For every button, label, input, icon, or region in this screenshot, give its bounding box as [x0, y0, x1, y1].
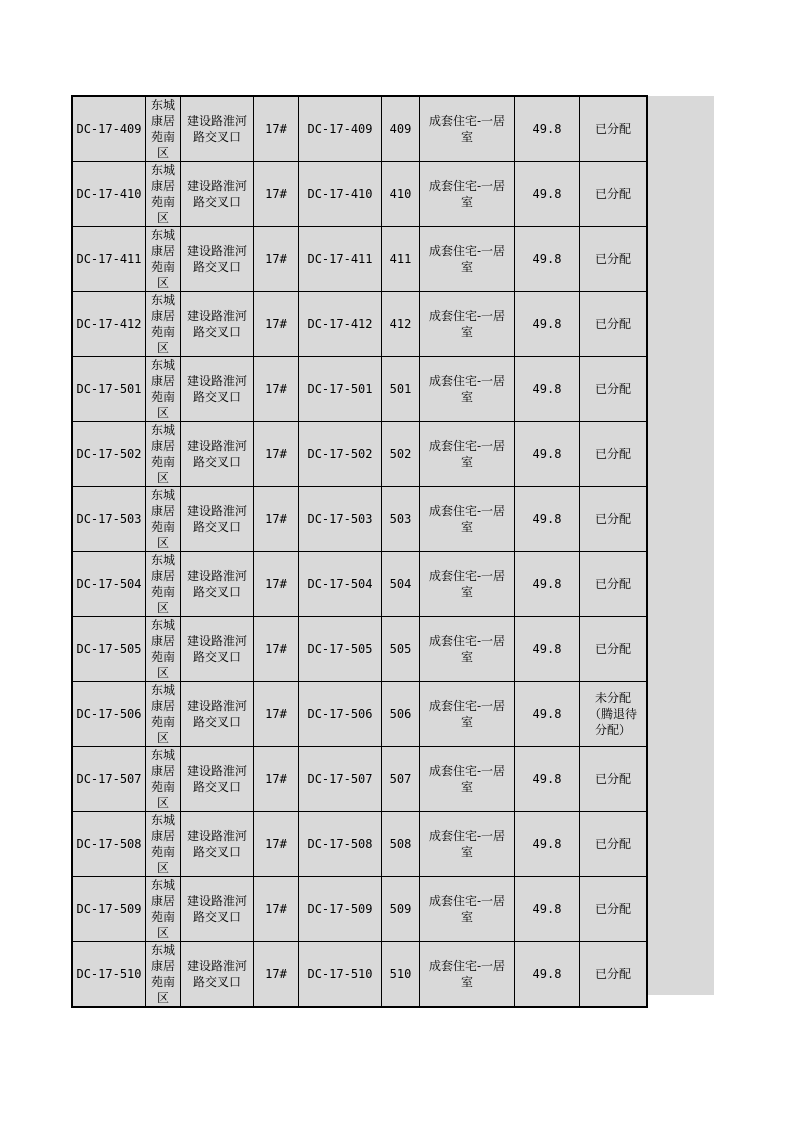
unit-code-text: DC-17-510	[307, 967, 373, 981]
allocation-status-cell	[580, 292, 648, 357]
floor-area-cell	[515, 552, 580, 617]
table-row	[72, 96, 647, 162]
allocation-status-text: 已分配	[594, 512, 631, 526]
community-name-cell	[146, 357, 181, 422]
listing-id-text: DC-17-409	[76, 122, 142, 136]
building-number-text: 17#	[265, 317, 287, 331]
listing-id-text: DC-17-510	[76, 967, 142, 981]
housing-type-cell	[420, 552, 515, 617]
allocation-status-text: 未分配（腾退待分配）	[588, 691, 637, 737]
housing-type-cell	[420, 812, 515, 877]
location-text: 建设路淮河路交叉口	[186, 504, 247, 534]
building-number-text: 17#	[265, 512, 287, 526]
floor-area-text: 49.8	[532, 382, 562, 396]
community-name-cell	[146, 617, 181, 682]
building-number-text: 17#	[265, 837, 287, 851]
community-name-cell	[146, 227, 181, 292]
room-number-cell	[382, 942, 420, 1008]
listing-id-cell	[72, 747, 146, 812]
unit-code-cell	[299, 96, 382, 162]
community-name-cell	[146, 552, 181, 617]
floor-area-cell	[515, 812, 580, 877]
location-cell	[181, 96, 254, 162]
floor-area-cell	[515, 96, 580, 162]
listing-id-text: DC-17-412	[76, 317, 142, 331]
location-text: 建设路淮河路交叉口	[186, 634, 247, 664]
floor-area-cell	[515, 617, 580, 682]
location-cell	[181, 552, 254, 617]
table-row	[72, 552, 647, 617]
community-name-text: 东城康居苑南区	[150, 358, 175, 420]
building-number-text: 17#	[265, 772, 287, 786]
allocation-status-text: 已分配	[594, 317, 631, 331]
unit-code-cell	[299, 357, 382, 422]
allocation-status-cell	[580, 747, 648, 812]
room-number-text: 506	[389, 707, 412, 721]
floor-area-cell	[515, 487, 580, 552]
table-row	[72, 747, 647, 812]
allocation-status-text: 已分配	[594, 642, 631, 656]
building-number-text: 17#	[265, 382, 287, 396]
community-name-cell	[146, 292, 181, 357]
location-text: 建设路淮河路交叉口	[186, 569, 247, 599]
floor-area-cell	[515, 942, 580, 1008]
unit-code-text: DC-17-506	[307, 707, 373, 721]
community-name-text: 东城康居苑南区	[150, 553, 175, 615]
location-cell	[181, 292, 254, 357]
listing-id-cell	[72, 96, 146, 162]
community-name-text: 东城康居苑南区	[150, 163, 175, 225]
unit-code-text: DC-17-411	[307, 252, 373, 266]
listing-id-cell	[72, 812, 146, 877]
location-text: 建设路淮河路交叉口	[186, 764, 247, 794]
building-number-cell	[254, 552, 299, 617]
table-row	[72, 357, 647, 422]
location-cell	[181, 162, 254, 227]
allocation-status-cell	[580, 877, 648, 942]
listing-id-cell	[72, 227, 146, 292]
unit-code-text: DC-17-502	[307, 447, 373, 461]
floor-area-cell	[515, 227, 580, 292]
unit-code-text: DC-17-509	[307, 902, 373, 916]
unit-code-cell	[299, 162, 382, 227]
table-row	[72, 227, 647, 292]
table-body	[72, 96, 647, 1007]
room-number-text: 509	[389, 902, 412, 916]
building-number-text: 17#	[265, 577, 287, 591]
floor-area-cell	[515, 682, 580, 747]
building-number-cell	[254, 682, 299, 747]
housing-type-cell	[420, 162, 515, 227]
community-name-cell	[146, 96, 181, 162]
community-name-cell	[146, 942, 181, 1008]
unit-code-text: DC-17-409	[307, 122, 373, 136]
location-text: 建设路淮河路交叉口	[186, 244, 247, 274]
location-cell	[181, 227, 254, 292]
floor-area-cell	[515, 877, 580, 942]
floor-area-cell	[515, 292, 580, 357]
housing-allocation-table	[71, 95, 648, 1008]
floor-area-text: 49.8	[532, 317, 562, 331]
housing-type-text: 成套住宅-一居室	[428, 504, 506, 534]
unit-code-cell	[299, 227, 382, 292]
location-cell	[181, 357, 254, 422]
table-row	[72, 617, 647, 682]
listing-id-text: DC-17-410	[76, 187, 142, 201]
building-number-text: 17#	[265, 642, 287, 656]
room-number-cell	[382, 682, 420, 747]
room-number-cell	[382, 162, 420, 227]
allocation-status-text: 已分配	[594, 447, 631, 461]
community-name-cell	[146, 877, 181, 942]
room-number-text: 502	[389, 447, 412, 461]
housing-type-text: 成套住宅-一居室	[428, 959, 506, 989]
location-cell	[181, 812, 254, 877]
allocation-status-text: 已分配	[594, 577, 631, 591]
unit-code-text: DC-17-503	[307, 512, 373, 526]
location-cell	[181, 942, 254, 1008]
unit-code-text: DC-17-505	[307, 642, 373, 656]
room-number-cell	[382, 96, 420, 162]
housing-type-cell	[420, 487, 515, 552]
building-number-cell	[254, 96, 299, 162]
community-name-text: 东城康居苑南区	[150, 878, 175, 940]
allocation-status-cell	[580, 487, 648, 552]
building-number-text: 17#	[265, 967, 287, 981]
community-name-text: 东城康居苑南区	[150, 98, 175, 160]
floor-area-text: 49.8	[532, 642, 562, 656]
room-number-cell	[382, 357, 420, 422]
unit-code-cell	[299, 422, 382, 487]
location-cell	[181, 617, 254, 682]
room-number-text: 507	[389, 772, 412, 786]
floor-area-text: 49.8	[532, 252, 562, 266]
listing-id-cell	[72, 942, 146, 1008]
housing-type-cell	[420, 96, 515, 162]
location-text: 建设路淮河路交叉口	[186, 829, 247, 859]
allocation-status-cell	[580, 617, 648, 682]
housing-type-text: 成套住宅-一居室	[428, 894, 506, 924]
listing-id-cell	[72, 422, 146, 487]
housing-type-text: 成套住宅-一居室	[428, 179, 506, 209]
location-cell	[181, 487, 254, 552]
unit-code-cell	[299, 812, 382, 877]
building-number-cell	[254, 422, 299, 487]
room-number-cell	[382, 227, 420, 292]
community-name-text: 东城康居苑南区	[150, 423, 175, 485]
listing-id-cell	[72, 617, 146, 682]
floor-area-text: 49.8	[532, 447, 562, 461]
listing-id-text: DC-17-505	[76, 642, 142, 656]
floor-area-text: 49.8	[532, 902, 562, 916]
table-row	[72, 942, 647, 1008]
unit-code-cell	[299, 617, 382, 682]
room-number-cell	[382, 747, 420, 812]
listing-id-cell	[72, 162, 146, 227]
community-name-text: 东城康居苑南区	[150, 683, 175, 745]
building-number-cell	[254, 292, 299, 357]
listing-id-cell	[72, 552, 146, 617]
unit-code-text: DC-17-504	[307, 577, 373, 591]
room-number-text: 411	[389, 252, 412, 266]
location-cell	[181, 422, 254, 487]
floor-area-cell	[515, 162, 580, 227]
table-row	[72, 487, 647, 552]
allocation-status-cell	[580, 357, 648, 422]
listing-id-cell	[72, 877, 146, 942]
housing-type-text: 成套住宅-一居室	[428, 764, 506, 794]
community-name-text: 东城康居苑南区	[150, 488, 175, 550]
location-cell	[181, 682, 254, 747]
housing-type-text: 成套住宅-一居室	[428, 699, 506, 729]
listing-id-text: DC-17-509	[76, 902, 142, 916]
building-number-cell	[254, 617, 299, 682]
listing-id-text: DC-17-501	[76, 382, 142, 396]
community-name-cell	[146, 162, 181, 227]
allocation-status-cell	[580, 682, 648, 747]
listing-id-cell	[72, 357, 146, 422]
unit-code-text: DC-17-507	[307, 772, 373, 786]
community-name-cell	[146, 682, 181, 747]
community-name-text: 东城康居苑南区	[150, 618, 175, 680]
table-row	[72, 812, 647, 877]
building-number-text: 17#	[265, 122, 287, 136]
housing-type-cell	[420, 877, 515, 942]
building-number-text: 17#	[265, 252, 287, 266]
location-text: 建设路淮河路交叉口	[186, 959, 247, 989]
housing-type-cell	[420, 292, 515, 357]
room-number-text: 508	[389, 837, 412, 851]
table-row	[72, 162, 647, 227]
allocation-status-text: 已分配	[594, 252, 631, 266]
location-text: 建设路淮河路交叉口	[186, 114, 247, 144]
housing-type-cell	[420, 422, 515, 487]
allocation-status-cell	[580, 422, 648, 487]
community-name-cell	[146, 422, 181, 487]
room-number-cell	[382, 552, 420, 617]
allocation-status-text: 已分配	[594, 902, 631, 916]
room-number-text: 504	[389, 577, 412, 591]
floor-area-text: 49.8	[532, 187, 562, 201]
room-number-cell	[382, 812, 420, 877]
community-name-text: 东城康居苑南区	[150, 748, 175, 810]
room-number-cell	[382, 422, 420, 487]
listing-id-cell	[72, 682, 146, 747]
housing-type-text: 成套住宅-一居室	[428, 634, 506, 664]
unit-code-cell	[299, 487, 382, 552]
housing-type-text: 成套住宅-一居室	[428, 309, 506, 339]
floor-area-text: 49.8	[532, 837, 562, 851]
housing-type-text: 成套住宅-一居室	[428, 829, 506, 859]
room-number-cell	[382, 487, 420, 552]
location-text: 建设路淮河路交叉口	[186, 439, 247, 469]
floor-area-text: 49.8	[532, 967, 562, 981]
building-number-cell	[254, 942, 299, 1008]
listing-id-text: DC-17-504	[76, 577, 142, 591]
unit-code-cell	[299, 552, 382, 617]
allocation-status-cell	[580, 942, 648, 1008]
table-row	[72, 682, 647, 747]
unit-code-text: DC-17-508	[307, 837, 373, 851]
room-number-cell	[382, 617, 420, 682]
building-number-text: 17#	[265, 447, 287, 461]
allocation-status-cell	[580, 227, 648, 292]
allocation-status-text: 已分配	[594, 187, 631, 201]
location-text: 建设路淮河路交叉口	[186, 374, 247, 404]
location-text: 建设路淮河路交叉口	[186, 309, 247, 339]
floor-area-text: 49.8	[532, 122, 562, 136]
room-number-cell	[382, 877, 420, 942]
unit-code-text: DC-17-412	[307, 317, 373, 331]
building-number-cell	[254, 812, 299, 877]
floor-area-cell	[515, 422, 580, 487]
building-number-cell	[254, 357, 299, 422]
location-text: 建设路淮河路交叉口	[186, 894, 247, 924]
unit-code-cell	[299, 942, 382, 1008]
allocation-status-text: 已分配	[594, 772, 631, 786]
community-name-cell	[146, 747, 181, 812]
listing-id-cell	[72, 292, 146, 357]
housing-type-cell	[420, 357, 515, 422]
building-number-text: 17#	[265, 707, 287, 721]
housing-type-text: 成套住宅-一居室	[428, 439, 506, 469]
listing-id-text: DC-17-411	[76, 252, 142, 266]
community-name-cell	[146, 487, 181, 552]
room-number-text: 412	[389, 317, 412, 331]
housing-type-text: 成套住宅-一居室	[428, 569, 506, 599]
table-row	[72, 292, 647, 357]
unit-code-text: DC-17-501	[307, 382, 373, 396]
table-row	[72, 422, 647, 487]
listing-id-text: DC-17-503	[76, 512, 142, 526]
location-text: 建设路淮河路交叉口	[186, 699, 247, 729]
room-number-text: 409	[389, 122, 412, 136]
listing-id-text: DC-17-502	[76, 447, 142, 461]
allocation-status-text: 已分配	[594, 837, 631, 851]
allocation-status-text: 已分配	[594, 382, 631, 396]
allocation-status-cell	[580, 552, 648, 617]
unit-code-cell	[299, 682, 382, 747]
floor-area-cell	[515, 357, 580, 422]
room-number-text: 503	[389, 512, 412, 526]
building-number-text: 17#	[265, 902, 287, 916]
housing-type-cell	[420, 617, 515, 682]
building-number-cell	[254, 747, 299, 812]
building-number-cell	[254, 162, 299, 227]
table-row	[72, 877, 647, 942]
building-number-cell	[254, 487, 299, 552]
building-number-text: 17#	[265, 187, 287, 201]
building-number-cell	[254, 227, 299, 292]
building-number-cell	[254, 877, 299, 942]
floor-area-text: 49.8	[532, 512, 562, 526]
housing-type-text: 成套住宅-一居室	[428, 374, 506, 404]
community-name-cell	[146, 812, 181, 877]
room-number-text: 510	[389, 967, 412, 981]
unit-code-cell	[299, 877, 382, 942]
community-name-text: 东城康居苑南区	[150, 228, 175, 290]
room-number-text: 505	[389, 642, 412, 656]
unit-code-cell	[299, 292, 382, 357]
allocation-status-cell	[580, 812, 648, 877]
housing-type-cell	[420, 227, 515, 292]
housing-type-cell	[420, 942, 515, 1008]
floor-area-text: 49.8	[532, 707, 562, 721]
listing-id-cell	[72, 487, 146, 552]
location-cell	[181, 877, 254, 942]
room-number-text: 410	[389, 187, 412, 201]
floor-area-text: 49.8	[532, 577, 562, 591]
housing-type-cell	[420, 682, 515, 747]
allocation-status-text: 已分配	[594, 122, 631, 136]
location-text: 建设路淮河路交叉口	[186, 179, 247, 209]
unit-code-text: DC-17-410	[307, 187, 373, 201]
allocation-status-cell	[580, 162, 648, 227]
floor-area-cell	[515, 747, 580, 812]
listing-id-text: DC-17-507	[76, 772, 142, 786]
room-number-text: 501	[389, 382, 412, 396]
community-name-text: 东城康居苑南区	[150, 293, 175, 355]
allocation-status-text: 已分配	[594, 967, 631, 981]
location-cell	[181, 747, 254, 812]
listing-id-text: DC-17-508	[76, 837, 142, 851]
listing-id-text: DC-17-506	[76, 707, 142, 721]
floor-area-text: 49.8	[532, 772, 562, 786]
allocation-status-cell	[580, 96, 648, 162]
unit-code-cell	[299, 747, 382, 812]
community-name-text: 东城康居苑南区	[150, 943, 175, 1005]
room-number-cell	[382, 292, 420, 357]
housing-type-text: 成套住宅-一居室	[428, 244, 506, 274]
community-name-text: 东城康居苑南区	[150, 813, 175, 875]
housing-type-cell	[420, 747, 515, 812]
housing-type-text: 成套住宅-一居室	[428, 114, 506, 144]
